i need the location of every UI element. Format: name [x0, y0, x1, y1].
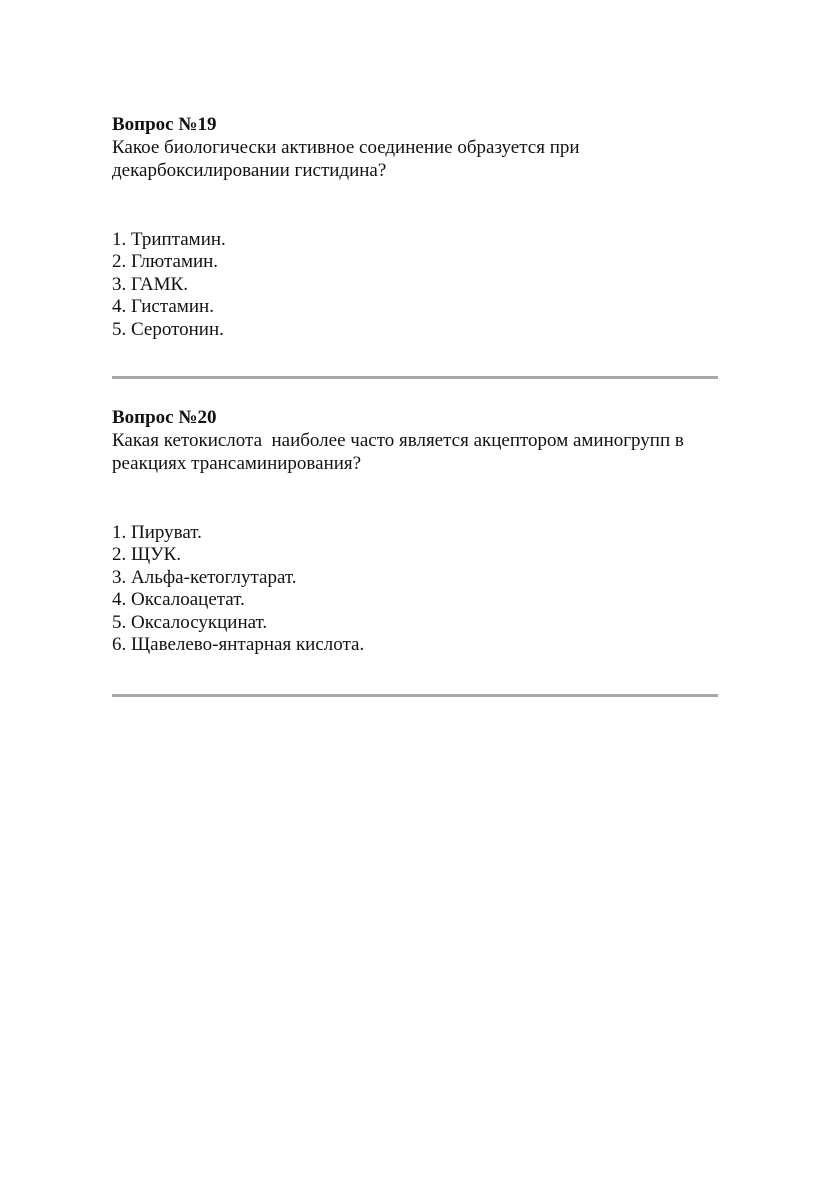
answer-option: 1. Триптамин.	[112, 229, 226, 250]
answer-option: 2. ЩУК.	[112, 544, 182, 566]
question-title: Вопрос №19	[112, 114, 217, 135]
question-title: Вопрос №20	[112, 407, 217, 428]
answer-list	[112, 229, 226, 341]
answer-option: 4. Оксалоацетат.	[112, 589, 245, 611]
answer-option: 1. Пируват.	[112, 522, 202, 543]
answer-option: 6. Щавелево-янтарная кислота.	[112, 634, 365, 656]
answer-list	[112, 522, 364, 656]
answer-option: 5. Серотонин.	[112, 318, 224, 340]
question-text: Какое биологически активное соединение образуется при декарбоксилировании гистидина?	[112, 137, 585, 181]
answer-option: 3. Альфа-кетоглутарат.	[112, 566, 297, 588]
answer-option: 4. Гистамин.	[112, 296, 214, 318]
answer-option: 3. ГАМК.	[112, 273, 188, 295]
answer-option: 5. Оксалосукцинат.	[112, 611, 268, 633]
section-divider	[112, 694, 718, 697]
question-text: Какая кетокислота наиболее часто является акцептором аминогрупп в реакциях трансаминирования?	[112, 430, 689, 474]
question-19	[112, 113, 722, 340]
question-20	[112, 406, 722, 656]
section-divider	[112, 376, 718, 379]
answer-option: 2. Глютамин.	[112, 251, 219, 273]
